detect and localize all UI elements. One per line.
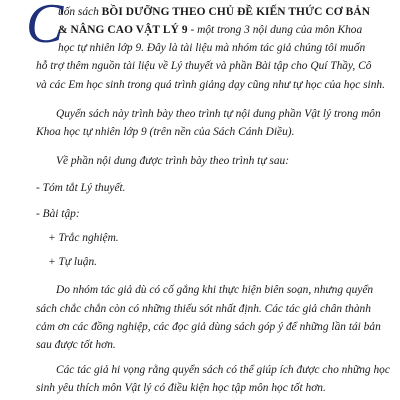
intro-text: uốn sách	[58, 5, 102, 18]
paragraph-4-line-3: cảm ơn các đồng nghiệp, các đọc giả dùng sách góp ý để những lần tái bản	[36, 320, 381, 333]
paragraph-1-line-1	[58, 6, 370, 18]
drop-cap: C	[26, 0, 64, 55]
paragraph-2-line-2: Khoa học tự nhiên lớp 9 (trên nền của Sách Cánh Diều).	[36, 126, 295, 139]
book-title-part-1: BỒI DƯỠNG THEO CHỦ ĐỀ KIẾN THỨC CƠ BẢN	[101, 5, 371, 18]
list-item-multiple-choice: + Trắc nghiệm.	[48, 232, 119, 245]
paragraph-1-line-3: học tự nhiên lớp 9. Đây là tài liệu mà nhóm tác giả chúng tôi muốn	[58, 41, 366, 54]
paragraph-4-line-2: sách chắc chắn còn có những thiếu sót nhất định. Các tác giả chân thành	[36, 302, 371, 315]
list-item-exercises: - Bài tập:	[36, 207, 80, 220]
list-item-essay: + Tự luận.	[48, 255, 98, 268]
paragraph-3: Về phần nội dung được trình bày theo trình tự sau:	[56, 154, 290, 167]
intro-text-cont: - một trong 3 nội dung của môn Khoa	[187, 23, 363, 36]
paragraph-5-line-2: sinh yêu thích môn Vật lý có điều kiện học tập môn học tốt hơn.	[36, 382, 326, 394]
book-title-part-2: & NÂNG CAO VẬT LÝ 9	[58, 23, 188, 36]
paragraph-5-line-1: Các tác giả hi vọng rằng quyển sách có thể giúp ích được cho những học	[56, 364, 390, 377]
paragraph-1-line-4: hỗ trợ thêm nguồn tài liệu về Lý thuyết và phần Bài tập cho Quí Thầy, Cô	[36, 60, 372, 73]
list-item-summary: - Tóm tắt Lý thuyết.	[36, 182, 126, 195]
paragraph-1-line-2	[58, 24, 362, 36]
paragraph-4-line-1: Do nhóm tác giả dù có cố gắng khi thực hiện biên soạn, nhưng quyển	[56, 283, 374, 296]
paragraph-1-line-5: và các Em học sinh trong quá trình giảng dạy cũng như tự học của học sinh.	[36, 79, 385, 92]
paragraph-2-line-1: Quyển sách này trình bày theo trình tự nội dung phần Vật lý trong môn	[56, 107, 381, 120]
paragraph-4-line-4: sau được tốt hơn.	[36, 338, 116, 351]
